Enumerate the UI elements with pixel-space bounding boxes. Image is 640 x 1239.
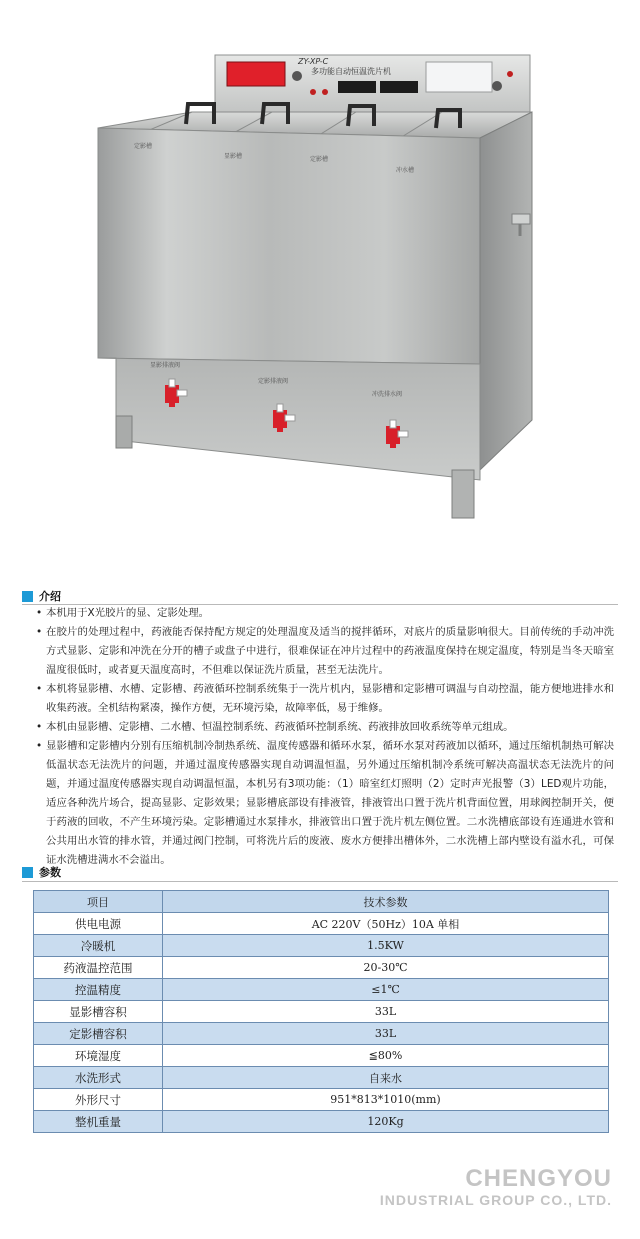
spec-key: 冷暖机 xyxy=(34,935,163,957)
spec-key: 外形尺寸 xyxy=(34,1089,163,1111)
spec-value: 120Kg xyxy=(163,1111,609,1133)
spec-value: 自来水 xyxy=(163,1067,609,1089)
tank-label: 冲水槽 xyxy=(396,167,415,174)
brand-name: CHENGYOU xyxy=(465,1165,612,1192)
section-marker-icon xyxy=(22,591,33,602)
table-row xyxy=(34,1089,609,1111)
params-heading-text: 参数 xyxy=(39,866,61,879)
valve-label: 定影排液阀 xyxy=(258,378,289,385)
intro-heading-text: 介绍 xyxy=(39,590,61,603)
intro-heading xyxy=(22,588,61,604)
spec-key: 供电电源 xyxy=(34,913,163,935)
spec-value: 33L xyxy=(163,1023,609,1045)
section-marker-icon xyxy=(22,867,33,878)
intro-item: • 显影槽和定影槽内分别有压缩机制冷制热系统、温度传感器和循环水泵，循环水泵对药液加以循环，通过压缩机制热可解决低温状态无法洗片的问题，并通过温度传感器实现自动调温恒温，另外通过压缩机制冷系统可解决高温状态无法洗片的问题，并通过温度传感器实现自动调温恒温，本机另有3项功能：（1）暗室红灯照明（2）定时声光报警（3）LED观片功能，适应各种洗片场合，提高显影、定影效果；显影槽底部设有排液管，排液管出口置于洗片机背面位置，用球阀控制开关，便于药液的回收，不产生环境污染。定影槽通过水泵排水，排液管出口置于洗片机左侧位置。二水洗槽底部设有连通进水管和公共用出水管的排水管，并通过阀门控制，可将洗片后的废液、废水方便排出槽体外，二水洗槽上部内壁设有溢水孔，可保证水洗槽进满水不会溢出。 xyxy=(36,737,614,870)
product-photo xyxy=(0,0,640,560)
table-row xyxy=(34,979,609,1001)
intro-item: • 本机将显影槽、水槽、定影槽、药液循环控制系统集于一洗片机内，显影槽和定影槽可调温与自动控温，能方便地进排水和收集药液。全机结构紧凑，操作方便，无环境污染，故障率低，易于维修。 xyxy=(36,680,614,718)
table-row xyxy=(34,1001,609,1023)
brand-watermark xyxy=(380,1166,612,1208)
left-display xyxy=(227,62,285,86)
brand-subtitle: INDUSTRIAL GROUP CO., LTD. xyxy=(379,1192,612,1208)
spec-table xyxy=(33,890,609,1133)
knob xyxy=(292,71,302,81)
faucet xyxy=(512,214,530,224)
spec-value: 20-30℃ xyxy=(163,957,609,979)
tank-label: 显影槽 xyxy=(224,153,243,160)
valve-label: 冲洗排水阀 xyxy=(372,391,403,398)
spec-key: 环境湿度 xyxy=(34,1045,163,1067)
spec-value: 1.5KW xyxy=(163,935,609,957)
table-row xyxy=(34,957,609,979)
spec-key: 药液温控范围 xyxy=(34,957,163,979)
spec-value: ≦80% xyxy=(163,1045,609,1067)
table-header-row xyxy=(34,891,609,913)
intro-item: • 本机用于X光胶片的显、定影处理。 xyxy=(36,604,614,623)
table-header-cell: 项目 xyxy=(34,891,163,913)
digital-display xyxy=(338,81,376,93)
indicator-light xyxy=(310,89,316,95)
tank-label: 定影槽 xyxy=(310,156,329,163)
tank-label: 定影槽 xyxy=(134,143,153,150)
intro-item: • 本机由显影槽、定影槽、二水槽、恒温控制系统、药液循环控制系统、药液排放回收系统等单元组成。 xyxy=(36,718,614,737)
led-viewer xyxy=(426,62,492,92)
intro-item: • 在胶片的处理过程中，药液能否保持配方规定的处理温度及适当的搅拌循环，对底片的质量影响很大。目前传统的手动冲洗方式显影、定影和冲洗在分开的槽子或盘子中进行，很难保证在冲片过程中的药液温度保持在规定温度，特别是当冬天暗室温度很低时，或者夏天温度高时，不但难以保证洗片质量，甚至无法洗片。 xyxy=(36,623,614,680)
spec-value: 33L xyxy=(163,1001,609,1023)
spec-value: 951*813*1010(mm) xyxy=(163,1089,609,1111)
spec-value: AC 220V（50Hz）10A 单相 xyxy=(163,913,609,935)
table-row xyxy=(34,1067,609,1089)
machine-name: 多功能自动恒温洗片机 xyxy=(311,67,391,76)
table-row xyxy=(34,935,609,957)
spec-key: 整机重量 xyxy=(34,1111,163,1133)
table-row xyxy=(34,1045,609,1067)
indicator-light xyxy=(507,71,513,77)
table-header-cell: 技术参数 xyxy=(163,891,609,913)
intro-list xyxy=(36,604,614,870)
digital-display xyxy=(380,81,418,93)
knob xyxy=(492,81,502,91)
divider xyxy=(22,881,618,882)
spec-key: 显影槽容积 xyxy=(34,1001,163,1023)
table-row xyxy=(34,1111,609,1133)
indicator-light xyxy=(322,89,328,95)
spec-value: ≤1℃ xyxy=(163,979,609,1001)
spec-key: 水洗形式 xyxy=(34,1067,163,1089)
params-heading xyxy=(22,864,61,880)
model-label: ZY-XP-C xyxy=(298,57,329,66)
spec-key: 控温精度 xyxy=(34,979,163,1001)
valve-label: 显影排液阀 xyxy=(150,362,181,369)
table-row xyxy=(34,1023,609,1045)
table-row xyxy=(34,913,609,935)
spec-key: 定影槽容积 xyxy=(34,1023,163,1045)
